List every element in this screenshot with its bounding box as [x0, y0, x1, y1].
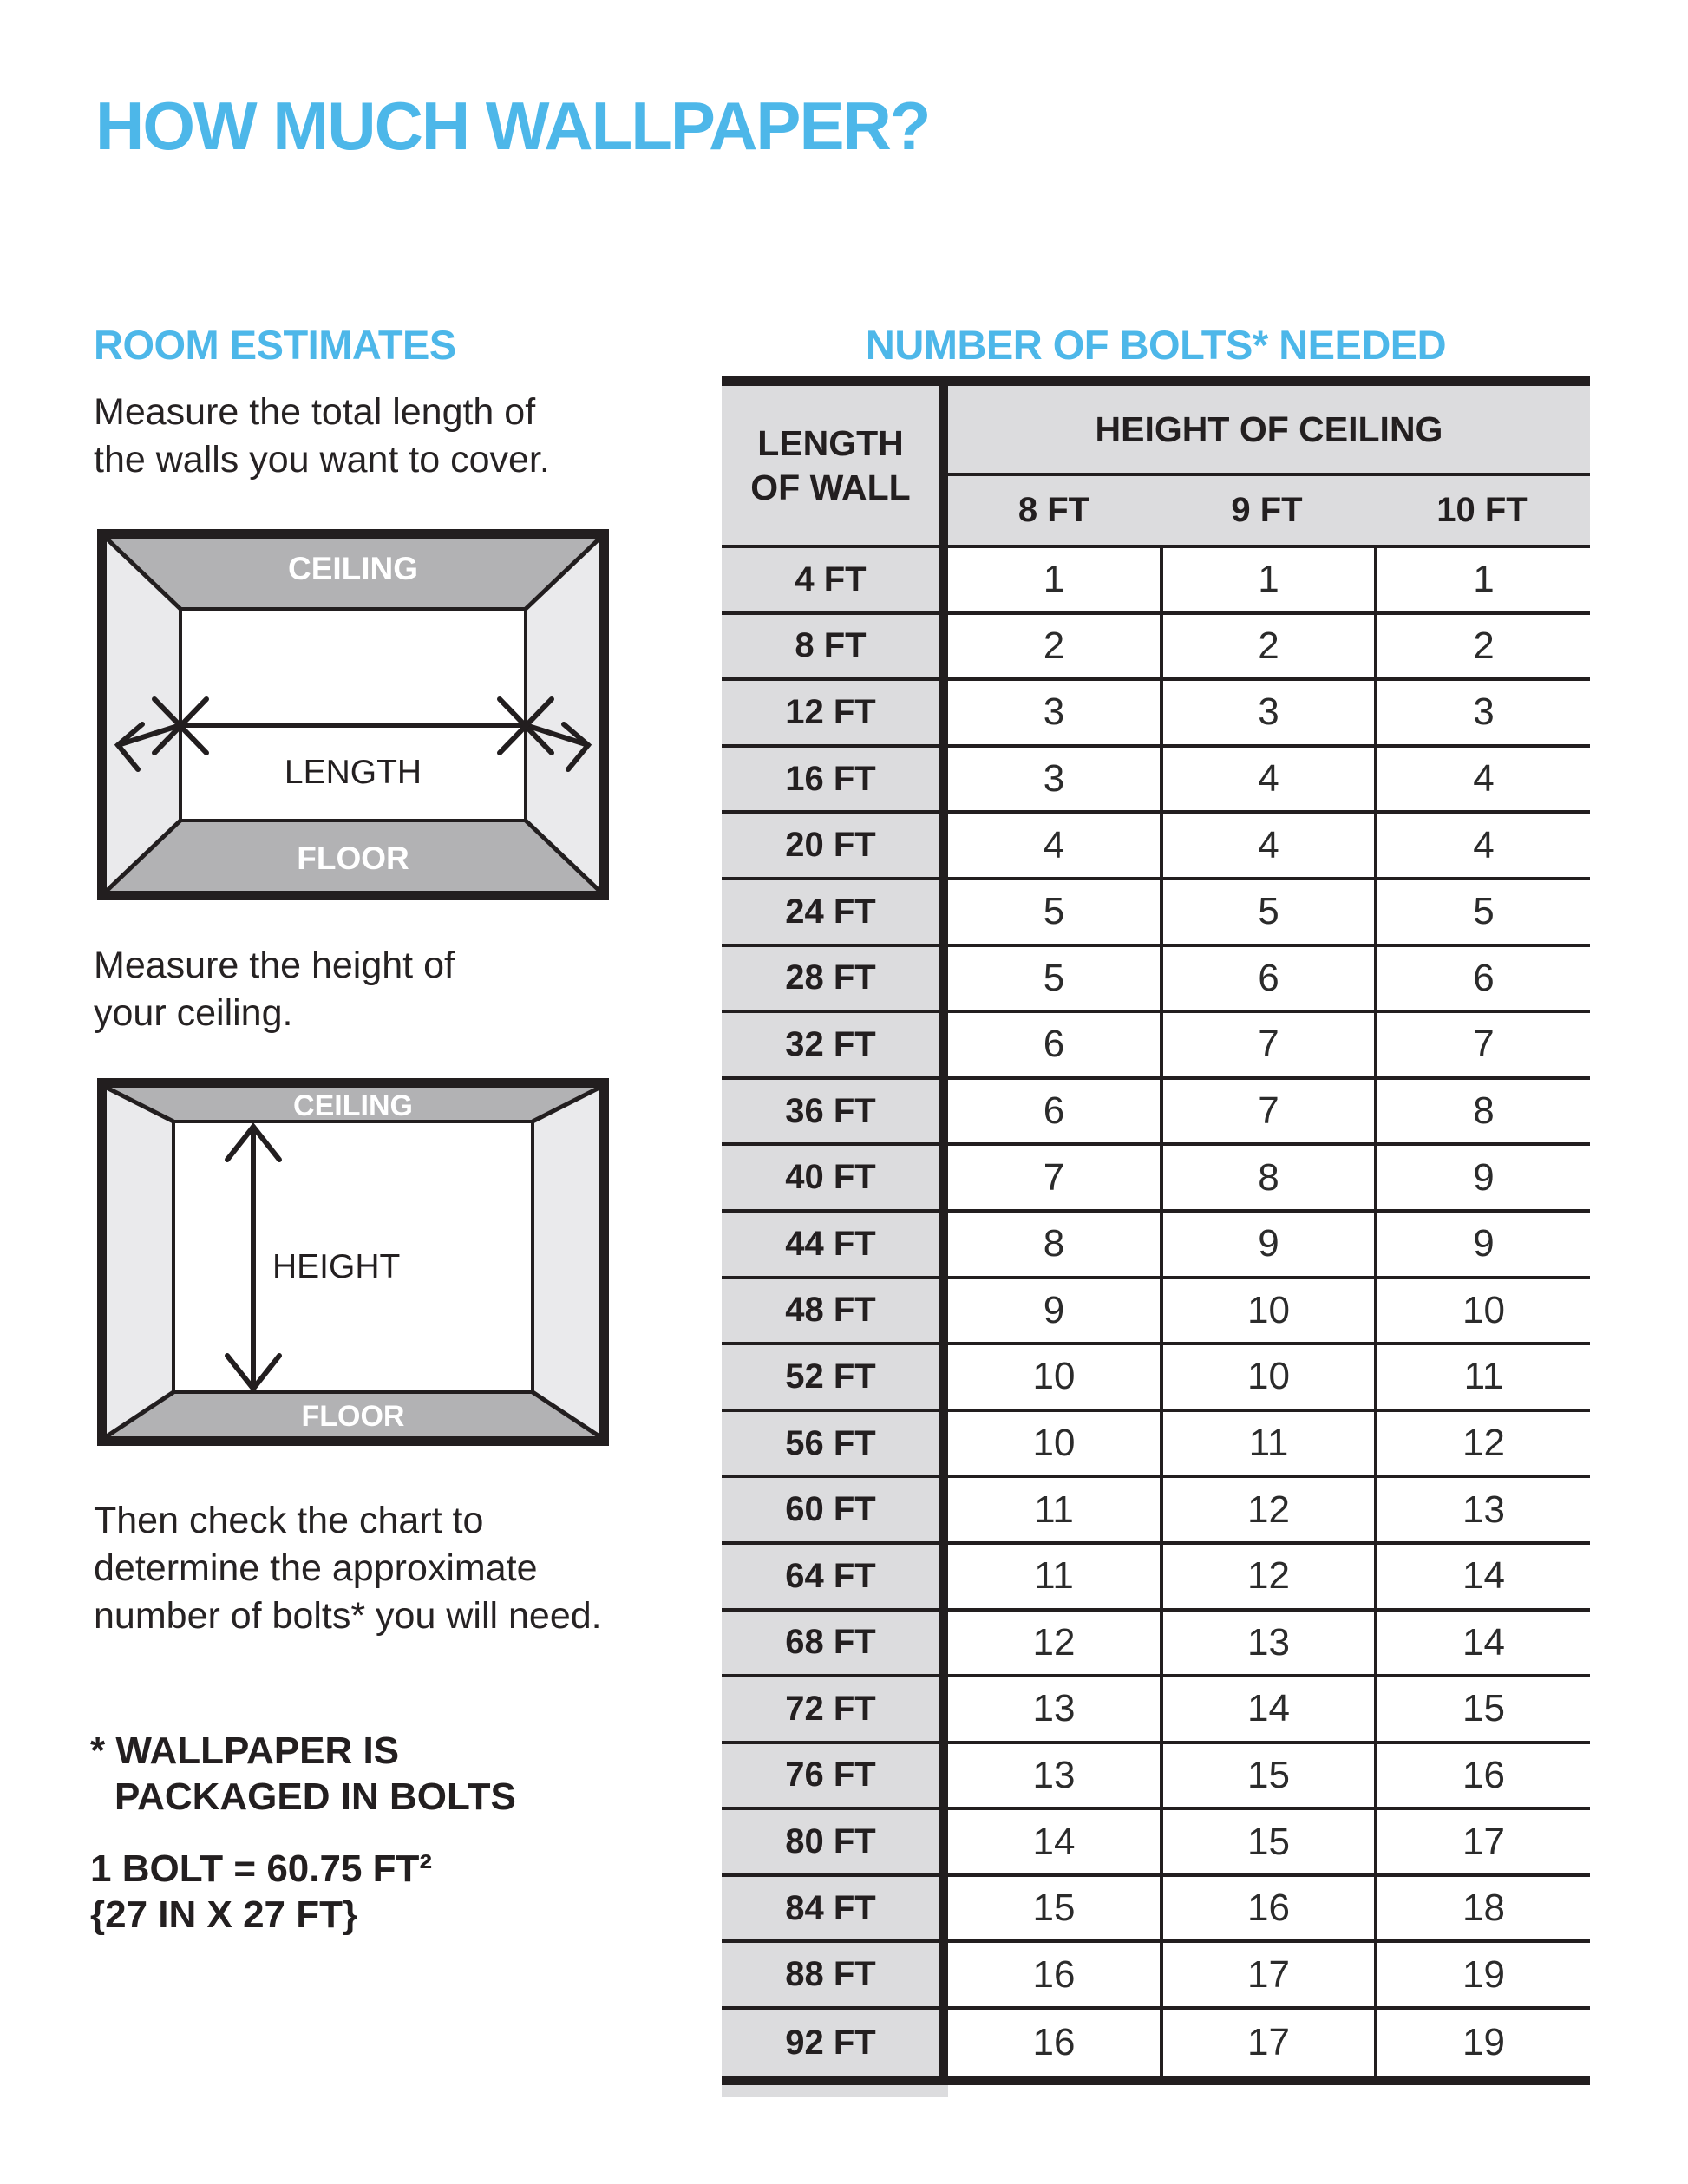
table-row	[722, 748, 1590, 814]
bolt-count-cell: 1	[1374, 548, 1590, 611]
col-axis-header: HEIGHT OF CEILING	[948, 386, 1590, 476]
room-height-diagram	[97, 1078, 609, 1446]
wall-length-cell: 80 FT	[722, 1810, 939, 1873]
row-axis-header-line: OF WALL	[750, 467, 911, 507]
column-divider-bar	[939, 681, 948, 744]
bolt-count-cell: 12	[1374, 1412, 1590, 1475]
ceiling-label: CEILING	[287, 551, 419, 586]
bolt-count-cell: 1	[1160, 548, 1374, 611]
bolt-count-cell: 2	[1160, 615, 1374, 678]
table-row	[722, 1877, 1590, 1944]
bolt-count-cell: 16	[1160, 1877, 1374, 1940]
table-body	[722, 548, 1590, 2076]
bolt-count-cell: 10	[1374, 1279, 1590, 1343]
measure-height-instruction	[94, 942, 455, 1037]
wall-length-cell: 56 FT	[722, 1412, 939, 1475]
bolt-count-cell: 10	[1160, 1279, 1374, 1343]
bolt-count-cell: 3	[948, 681, 1160, 744]
bolt-count-cell: 3	[1374, 681, 1590, 744]
table-row	[722, 814, 1590, 880]
wall-length-cell: 20 FT	[722, 814, 939, 877]
bolt-count-cell: 10	[1160, 1345, 1374, 1409]
room-length-diagram	[97, 529, 609, 900]
column-divider-bar	[939, 1810, 948, 1873]
bolt-count-cell: 13	[1160, 1612, 1374, 1675]
bolt-count-cell: 11	[948, 1478, 1160, 1541]
bolt-count-cell: 6	[1374, 947, 1590, 1010]
column-divider-bar	[939, 1943, 948, 2006]
bolt-count-cell: 19	[1374, 1943, 1590, 2006]
bolt-count-cell: 6	[948, 1013, 1160, 1076]
column-divider-bar	[939, 748, 948, 811]
column-divider-bar	[939, 386, 948, 545]
bolt-count-cell: 12	[948, 1612, 1160, 1675]
table-row	[722, 615, 1590, 682]
bolt-count-cell: 14	[1374, 1612, 1590, 1675]
bolts-table	[722, 376, 1590, 2097]
text-line: determine the approximate	[94, 1547, 538, 1589]
bolt-count-cell: 7	[1160, 1080, 1374, 1143]
bolt-count-cell: 8	[948, 1213, 1160, 1276]
table-row	[722, 1146, 1590, 1213]
wall-length-cell: 36 FT	[722, 1080, 939, 1143]
text-line: your ceiling.	[94, 992, 293, 1034]
bolt-count-cell: 5	[948, 880, 1160, 944]
bolt-count-cell: 17	[1160, 2010, 1374, 2076]
bolt-count-cell: 11	[1374, 1345, 1590, 1409]
wall-length-cell: 48 FT	[722, 1279, 939, 1343]
table-row	[722, 1545, 1590, 1612]
column-divider-bar	[939, 615, 948, 678]
floor-label: FLOOR	[297, 840, 409, 876]
wall-length-cell: 52 FT	[722, 1345, 939, 1409]
bolt-count-cell: 13	[948, 1744, 1160, 1808]
column-divider-bar	[939, 947, 948, 1010]
column-divider-bar	[939, 1545, 948, 1608]
bolt-count-cell: 12	[1160, 1545, 1374, 1608]
table-row	[722, 1412, 1590, 1479]
bolt-count-cell: 3	[1160, 681, 1374, 744]
table-row	[722, 548, 1590, 615]
table-row	[722, 1478, 1590, 1545]
wall-length-cell: 28 FT	[722, 947, 939, 1010]
floor-label: FLOOR	[301, 1400, 405, 1433]
column-divider-bar	[939, 1612, 948, 1675]
table-row	[722, 1744, 1590, 1811]
bolt-count-cell: 9	[1374, 1213, 1590, 1276]
ceiling-height-header-group	[948, 386, 1590, 545]
bolt-count-cell: 16	[948, 1943, 1160, 2006]
bolt-count-cell: 4	[1374, 748, 1590, 811]
check-chart-instruction	[94, 1497, 602, 1640]
bolt-count-cell: 5	[1374, 880, 1590, 944]
wall-length-cell: 92 FT	[722, 2010, 939, 2076]
bolt-count-cell: 17	[1374, 1810, 1590, 1873]
wall-length-cell: 64 FT	[722, 1545, 939, 1608]
left-wall-face	[107, 1088, 173, 1436]
column-divider-bar	[939, 1013, 948, 1076]
row-axis-header	[722, 386, 939, 545]
wall-length-cell: 12 FT	[722, 681, 939, 744]
bolt-count-cell: 14	[1160, 1677, 1374, 1741]
bolt-count-cell: 15	[1160, 1744, 1374, 1808]
text-line: Measure the height of	[94, 945, 455, 986]
text-line: the walls you want to cover.	[94, 439, 550, 481]
table-row	[722, 1279, 1590, 1346]
right-wall-face	[533, 1088, 599, 1436]
table-row	[722, 1943, 1590, 2010]
bolt-count-cell: 4	[1160, 814, 1374, 877]
table-row	[722, 1213, 1590, 1279]
column-divider-bar	[939, 1412, 948, 1475]
table-row	[722, 1080, 1590, 1147]
bolt-count-cell: 4	[948, 814, 1160, 877]
room-estimates-heading: ROOM ESTIMATES	[94, 322, 456, 368]
bolt-count-cell: 16	[948, 2010, 1160, 2076]
bolt-count-cell: 4	[1374, 814, 1590, 877]
bolt-count-cell: 9	[1160, 1213, 1374, 1276]
bolt-count-cell: 8	[1160, 1146, 1374, 1209]
column-divider-bar	[939, 548, 948, 611]
column-divider-bar	[939, 1279, 948, 1343]
wall-length-cell: 32 FT	[722, 1013, 939, 1076]
table-row	[722, 1612, 1590, 1678]
bolt-count-cell: 2	[1374, 615, 1590, 678]
table-row	[722, 681, 1590, 748]
text-line: Then check the chart to	[94, 1500, 484, 1541]
bolt-count-cell: 15	[1374, 1677, 1590, 1741]
column-divider-bar	[939, 1146, 948, 1209]
bolt-count-cell: 6	[1160, 947, 1374, 1010]
bolt-count-cell: 4	[1160, 748, 1374, 811]
wall-length-cell: 72 FT	[722, 1677, 939, 1741]
column-divider-bar	[939, 1080, 948, 1143]
wall-length-cell: 68 FT	[722, 1612, 939, 1675]
bolt-count-cell: 9	[948, 1279, 1160, 1343]
table-top-border	[722, 376, 1590, 386]
text-line: 1 BOLT = 60.75 FT²	[90, 1847, 433, 1890]
bolt-count-cell: 13	[948, 1677, 1160, 1741]
table-bottom-border	[722, 2076, 1590, 2085]
bolt-count-cell: 12	[1160, 1478, 1374, 1541]
height-label: HEIGHT	[272, 1248, 401, 1285]
wall-length-cell: 84 FT	[722, 1877, 939, 1940]
table-corner-stub	[722, 2085, 948, 2097]
bolt-count-cell: 13	[1374, 1478, 1590, 1541]
text-line: Measure the total length of	[94, 391, 536, 433]
bolt-count-cell: 17	[1160, 1943, 1374, 2006]
row-axis-header-line: LENGTH	[757, 422, 904, 463]
table-row	[722, 1013, 1590, 1080]
col-header-9ft: 9 FT	[1231, 491, 1303, 529]
table-row	[722, 947, 1590, 1014]
text-line: * WALLPAPER IS	[90, 1730, 400, 1772]
bolt-count-cell: 19	[1374, 2010, 1590, 2076]
column-divider-bar	[939, 1213, 948, 1276]
column-divider-bar	[939, 880, 948, 944]
table-header	[722, 386, 1590, 548]
wall-length-cell: 44 FT	[722, 1213, 939, 1276]
bolt-count-cell: 5	[948, 947, 1160, 1010]
column-divider-bar	[939, 1877, 948, 1940]
column-divider-bar	[939, 1677, 948, 1741]
table-row	[722, 1810, 1590, 1877]
text-line: PACKAGED IN BOLTS	[114, 1775, 516, 1818]
ceiling-label: CEILING	[293, 1089, 413, 1122]
table-row	[722, 2010, 1590, 2076]
measure-length-instruction	[94, 389, 550, 484]
bolt-count-cell: 6	[948, 1080, 1160, 1143]
wall-length-cell: 8 FT	[722, 615, 939, 678]
col-headers-row	[948, 476, 1590, 545]
bolt-count-cell: 8	[1374, 1080, 1590, 1143]
bolt-count-cell: 7	[1160, 1013, 1374, 1076]
wall-length-cell: 16 FT	[722, 748, 939, 811]
bolts-needed-heading: NUMBER OF BOLTS* NEEDED	[865, 322, 1447, 368]
table-row	[722, 1677, 1590, 1744]
column-divider-bar	[939, 814, 948, 877]
wall-length-cell: 60 FT	[722, 1478, 939, 1541]
bolt-count-cell: 15	[948, 1877, 1160, 1940]
wall-length-cell: 76 FT	[722, 1744, 939, 1808]
wall-length-cell: 40 FT	[722, 1146, 939, 1209]
bolt-count-cell: 10	[948, 1345, 1160, 1409]
bolts-footnote	[90, 1728, 516, 1820]
bolt-count-cell: 14	[1374, 1545, 1590, 1608]
text-line: {27 IN X 27 FT}	[90, 1893, 358, 1936]
bolt-count-cell: 9	[1374, 1146, 1590, 1209]
bolt-count-cell: 10	[948, 1412, 1160, 1475]
wall-length-cell: 88 FT	[722, 1943, 939, 2006]
column-divider-bar	[939, 2010, 948, 2076]
bolt-count-cell: 3	[948, 748, 1160, 811]
bolt-count-cell: 16	[1374, 1744, 1590, 1808]
column-divider-bar	[939, 1744, 948, 1808]
bolt-count-cell: 5	[1160, 880, 1374, 944]
bolt-count-cell: 7	[948, 1146, 1160, 1209]
column-divider-bar	[939, 1478, 948, 1541]
bolt-size-definition	[90, 1846, 432, 1938]
text-line: number of bolts* you will need.	[94, 1595, 602, 1637]
wall-length-cell: 24 FT	[722, 880, 939, 944]
bolt-count-cell: 15	[1160, 1810, 1374, 1873]
bolt-count-cell: 14	[948, 1810, 1160, 1873]
length-label: LENGTH	[284, 754, 422, 791]
wall-length-cell: 4 FT	[722, 548, 939, 611]
table-row	[722, 1345, 1590, 1412]
col-header-10ft: 10 FT	[1436, 491, 1528, 529]
bolt-count-cell: 7	[1374, 1013, 1590, 1076]
bolt-count-cell: 1	[948, 548, 1160, 611]
bolt-count-cell: 11	[948, 1545, 1160, 1608]
page-title: HOW MUCH WALLPAPER?	[95, 88, 930, 164]
bolt-count-cell: 18	[1374, 1877, 1590, 1940]
bolt-count-cell: 11	[1160, 1412, 1374, 1475]
table-row	[722, 880, 1590, 947]
col-header-8ft: 8 FT	[1017, 491, 1090, 529]
bolt-count-cell: 2	[948, 615, 1160, 678]
column-divider-bar	[939, 1345, 948, 1409]
